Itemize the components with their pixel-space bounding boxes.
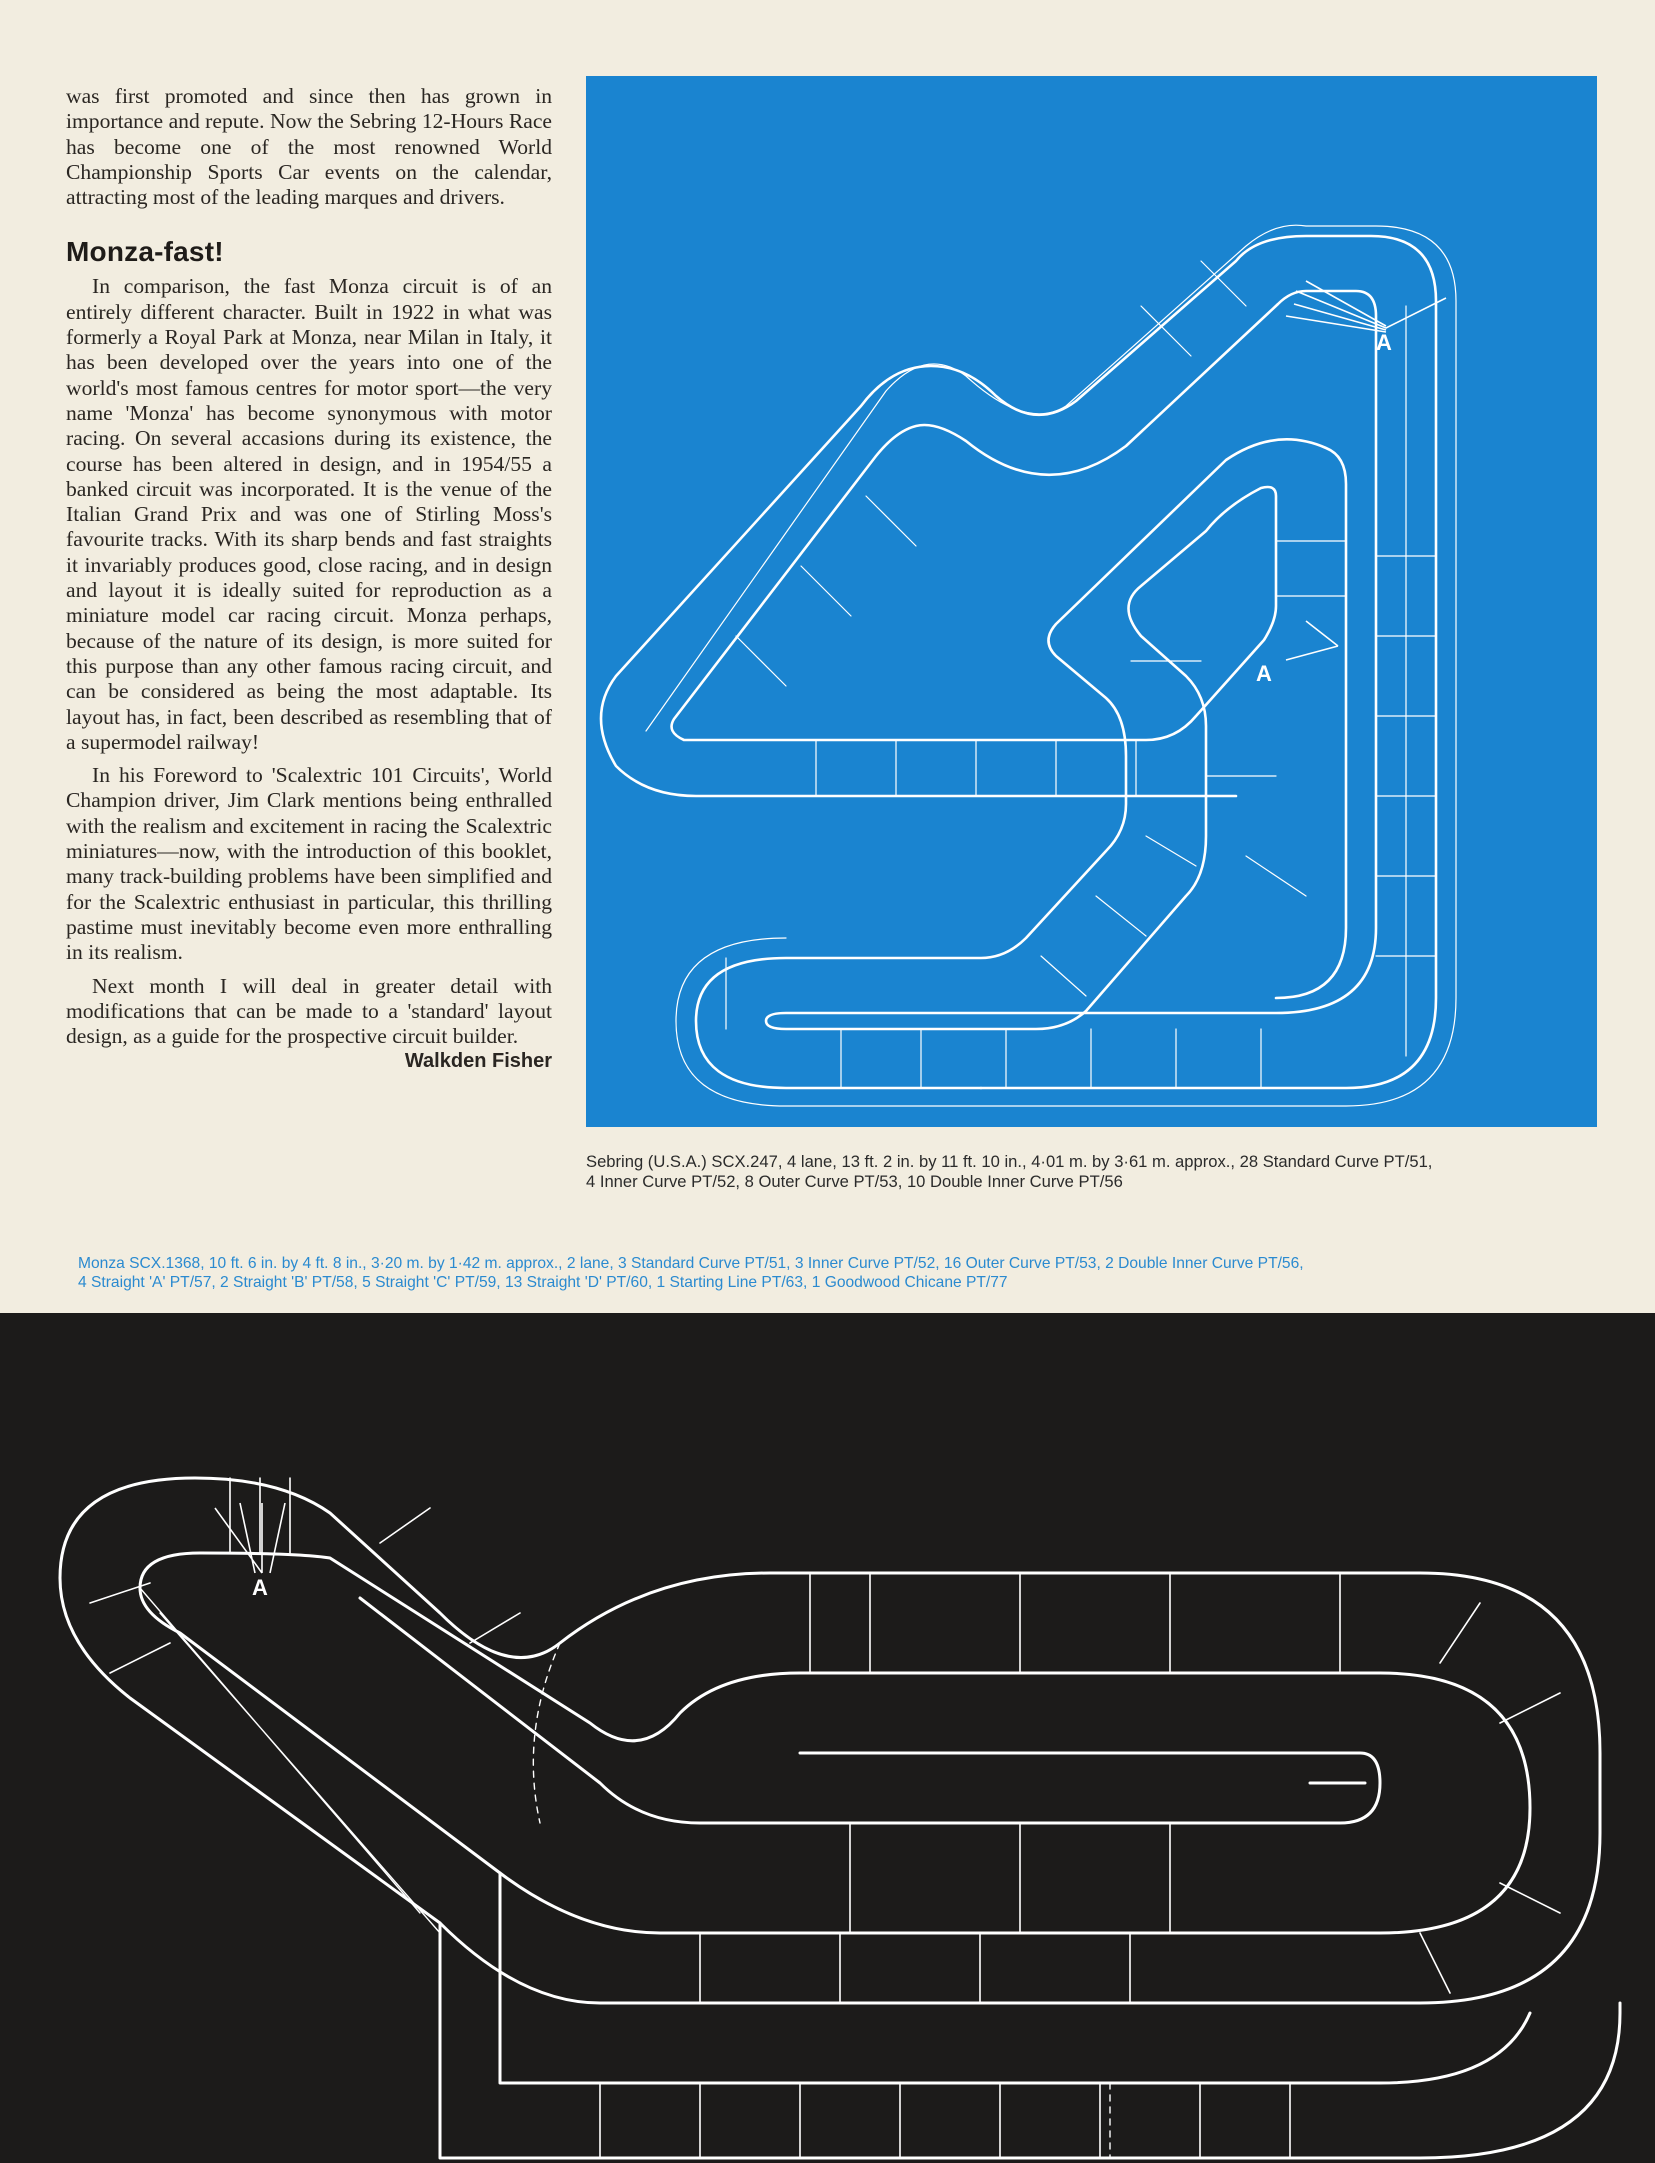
article-paragraph-4-text: Next month I will deal in greater detail with modifications that can be made to a 'standard' layout design, as a guide for the prospective circuit builder. [66, 973, 552, 1049]
sebring-caption-line-1: Sebring (U.S.A.) SCX.247, 4 lane, 13 ft. 2 in. by 11 ft. 10 in., 4·01 m. by 3·61 m. approx., 28 Standard Curve PT/51, [586, 1152, 1433, 1171]
monza-track-svg [0, 1313, 1655, 2163]
section-heading: Monza-fast! [66, 236, 224, 268]
article-paragraph-1: was first promoted and since then has grown in importance and repute. Now the Sebring 12-Hours Race has become one of the most renowned World Championship Sports Car events on the calendar, attracting most of the leading marques and drivers. [66, 84, 552, 210]
article-paragraph-2: In comparison, the fast Monza circuit is of an entirely different character. Built in 1922 in what was formerly a Royal Park at Monza, near Milan in Italy, it has been developed over the years into one of the world's most famous centres for motor sport—the very name 'Monza' has become synonymous with motor racing. On several accasions during its existence, the course has been altered in design, and in 1954/55 a banked circuit was incorporated. It is the venue of the Italian Grand Prix and was one of Stirling Moss's favourite tracks. With its sharp bends and fast straights it invariably produces good, close racing, and in design and layout it is ideally suited for reproduction as a miniature model car racing circuit. Monza perhaps, because of the nature of its design, is more suited for this purpose than any other famous racing circuit, and can be considered as being the most adaptable. Its layout has, in fact, been described as resembling that of a supermodel railway! [66, 274, 552, 754]
author-name: Walkden Fisher [404, 1050, 552, 1073]
article-column [66, 84, 552, 1075]
monza-marker-a: A [252, 1575, 268, 1600]
sebring-caption-line-2: 4 Inner Curve PT/52, 8 Outer Curve PT/53, 10 Double Inner Curve PT/56 [586, 1172, 1123, 1191]
sebring-marker-a-2: A [1256, 661, 1272, 686]
monza-caption-line-1: Monza SCX.1368, 10 ft. 6 in. by 4 ft. 8 in., 3·20 m. by 1·42 m. approx., 2 lane, 3 Standard Curve PT/51, 3 Inner Curve PT/52, 16 Outer Curve PT/53, 2 Double Inner Curve PT/56, [78, 1255, 1304, 1272]
monza-caption [78, 1254, 1638, 1292]
signoff [66, 1049, 552, 1074]
sebring-caption [586, 1152, 1636, 1192]
article-paragraph-4 [66, 974, 552, 1050]
monza-track-diagram [0, 1313, 1655, 2163]
article-paragraph-3: In his Foreword to 'Scalextric 101 Circuits', World Champion driver, Jim Clark mentions being enthralled with the realism and excitement in racing the Scalextric miniatures—now, with the introduction of this booklet, many track-building problems have been simplified and for the Scalextric enthusiast in particular, this thrilling pastime must inevitably become even more enthralling in its realism. [66, 763, 552, 965]
sebring-track-svg [586, 76, 1597, 1127]
monza-caption-line-2: 4 Straight 'A' PT/57, 2 Straight 'B' PT/58, 5 Straight 'C' PT/59, 13 Straight 'D' PT/60, 1 Starting Line PT/63, 1 Goodwood Chicane PT/77 [78, 1274, 1008, 1291]
sebring-marker-a-1: A [1376, 330, 1392, 355]
sebring-track-diagram [586, 76, 1597, 1127]
